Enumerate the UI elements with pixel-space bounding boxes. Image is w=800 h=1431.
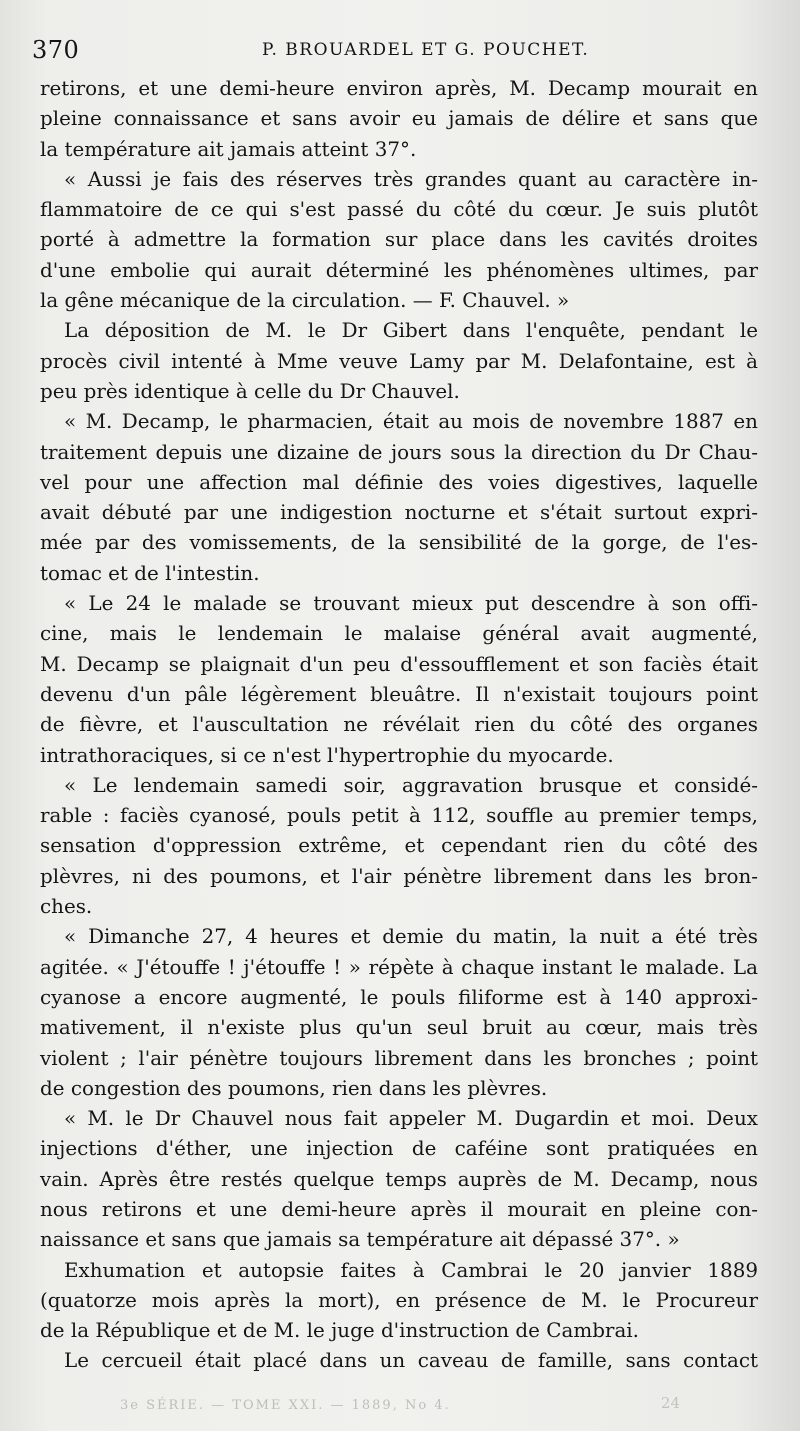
running-head: P. BROUARDEL ET G. POUCHET. <box>262 40 590 60</box>
text-line: La déposition de M. le Dr Gibert dans l'enquête, pendant le <box>64 319 758 343</box>
text-line: devenu d'un pâle légèrement bleuâtre. Il n'existait toujours point <box>40 682 758 706</box>
text-line: « Aussi je fais des réserves très grandes quant au caractère in- <box>64 167 758 191</box>
text-line: « Le 24 le malade se trouvant mieux put descendre à son offi- <box>64 592 758 616</box>
text-line: Exhumation et autopsie faites à Cambrai le 20 janvier 1889 <box>64 1258 758 1282</box>
text-line: naissance et sans que jamais sa température ait dépassé 37°. » <box>40 1228 680 1252</box>
text-line: traitement depuis une dizaine de jours sous la direction du Dr Chau- <box>40 440 758 464</box>
text-line: Le cercueil était placé dans un caveau de famille, sans contact <box>64 1349 758 1373</box>
text-line: vain. Après être restés quelque temps auprès de M. Decamp, nous <box>40 1167 758 1191</box>
text-line: agitée. « J'étouffe ! j'étouffe ! » répète à chaque instant le malade. La <box>40 955 758 979</box>
text-line: M. Decamp se plaignait d'un peu d'essoufflement et son faciès était <box>40 652 758 676</box>
body-text <box>40 74 758 1377</box>
text-line: nous retirons et une demi-heure après il mourait en pleine con- <box>40 1197 758 1221</box>
text-line: ches. <box>40 895 93 919</box>
text-line: avait débuté par une indigestion nocturne et s'était surtout expri- <box>40 501 758 525</box>
text-line: mativement, il n'existe plus qu'un seul bruit au cœur, mais très <box>40 1016 758 1040</box>
text-line: « Dimanche 27, 4 heures et demie du matin, la nuit a été très <box>64 925 758 949</box>
text-line: rable : faciès cyanosé, pouls petit à 112, souffle au premier temps, <box>40 804 758 828</box>
text-line: de fièvre, et l'auscultation ne révélait rien du côté des organes <box>40 713 758 737</box>
text-line: cine, mais le lendemain le malaise général avait augmenté, <box>40 622 758 646</box>
text-line: peu près identique à celle du Dr Chauvel. <box>40 379 460 403</box>
text-line: plèvres, ni des poumons, et l'air pénètre librement dans les bron- <box>40 864 758 888</box>
text-line: « M. Decamp, le pharmacien, était au mois de novembre 1887 en <box>64 410 758 434</box>
text-line: vel pour une affection mal définie des voies digestives, laquelle <box>40 470 758 494</box>
text-line: pleine connaissance et sans avoir eu jamais de délire et sans que <box>40 107 758 131</box>
text-line: intrathoraciques, si ce n'est l'hypertrophie du myocarde. <box>40 743 614 767</box>
footer-sheet-number: 24 <box>660 1394 680 1412</box>
footer-signature: 3e SÉRIE. — TOME XXI. — 1889, No 4. <box>120 1398 451 1413</box>
text-line: retirons, et une demi-heure environ après, M. Decamp mourait en <box>40 77 758 100</box>
text-line: injections d'éther, une injection de caféine sont pratiquées en <box>40 1137 758 1161</box>
text-line: porté à admettre la formation sur place dans les cavités droites <box>40 228 758 252</box>
text-line: de la République et de M. le juge d'instruction de Cambrai. <box>40 1319 639 1343</box>
text-line: mée par des vomissements, de la sensibilité de la gorge, de l'es- <box>40 531 758 555</box>
text-line: cyanose a encore augmenté, le pouls filiforme est à 140 approxi- <box>40 985 758 1009</box>
text-line: « M. le Dr Chauvel nous fait appeler M. Dugardin et moi. Deux <box>64 1107 758 1131</box>
page-header <box>30 32 760 68</box>
text-line: la température ait jamais atteint 37°. <box>40 137 417 161</box>
text-line: sensation d'oppression extrême, et cependant rien du côté des <box>40 834 758 858</box>
page-number: 370 <box>32 36 80 64</box>
text-line: de congestion des poumons, rien dans les plèvres. <box>40 1076 548 1100</box>
text-line: procès civil intenté à Mme veuve Lamy par M. Delafontaine, est à <box>40 349 758 373</box>
text-line: la gêne mécanique de la circulation. — F. Chauvel. » <box>40 289 570 313</box>
text-line: (quatorze mois après la mort), en présence de M. le Procureur <box>40 1288 758 1312</box>
text-line: « Le lendemain samedi soir, aggravation brusque et considé- <box>64 773 758 797</box>
text-line: d'une embolie qui aurait déterminé les phénomènes ultimes, par <box>40 258 758 282</box>
text-line: violent ; l'air pénètre toujours librement dans les bronches ; point <box>40 1046 758 1070</box>
text-line: flammatoire de ce qui s'est passé du côté du cœur. Je suis plutôt <box>40 198 758 222</box>
text-line: tomac et de l'intestin. <box>40 561 260 585</box>
